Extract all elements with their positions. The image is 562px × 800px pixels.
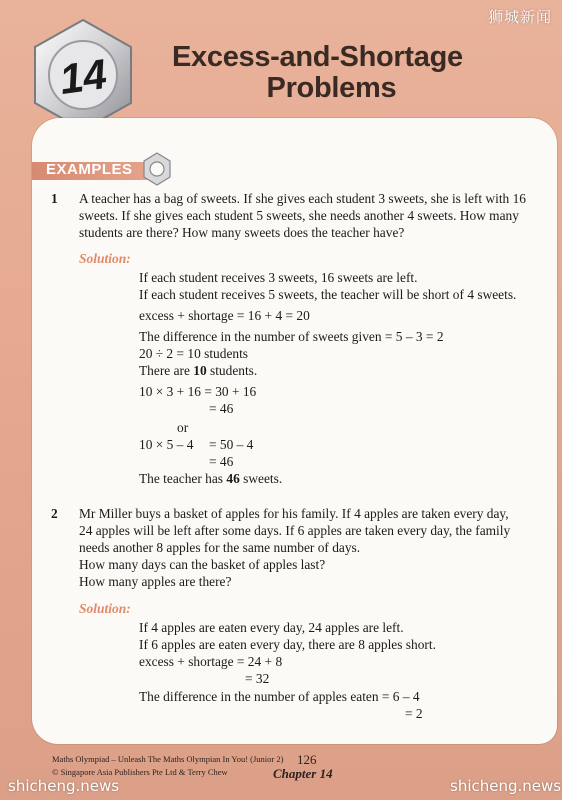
example-2-question-line: Mr Miller buys a basket of apples for his family. If 4 apples are taken every day, (79, 506, 509, 521)
watermark-bottom-left: shicheng.news (8, 777, 120, 795)
solution-line: = 46 (209, 454, 234, 469)
solution-line: = 46 (209, 401, 234, 416)
solution-line: excess + shortage = 24 + 8 (139, 654, 283, 669)
solution-text: The teacher has (139, 471, 227, 486)
example-1-question-line: students are there? How many sweets does the teacher have? (79, 225, 405, 240)
example-2-question-line: How many days can the basket of apples last? (79, 557, 326, 572)
solution-line: If 6 apples are eaten every day, there are 8 apples short. (139, 637, 436, 652)
solution-line: If each student receives 3 sweets, 16 sweets are left. (139, 270, 418, 285)
example-1-number: 1 (51, 191, 58, 206)
answer-value: 10 (193, 363, 207, 378)
example-2-question-line: needs another 8 apples for the same number of days. (79, 540, 361, 555)
example-2-solution-label: Solution: (79, 601, 131, 616)
example-2-question-line: How many apples are there? (79, 574, 232, 589)
solution-line: = 2 (405, 706, 423, 721)
solution-line (139, 362, 257, 379)
example-1-solution-label: Solution: (79, 251, 131, 266)
solution-line: The difference in the number of sweets given = 5 – 3 = 2 (139, 329, 444, 344)
solution-text: students. (206, 363, 258, 378)
solution-line: or (177, 420, 189, 435)
solution-line: 10 × 3 + 16 = 30 + 16 (139, 384, 257, 399)
chapter-label: Chapter 14 (273, 766, 333, 781)
chapter-title (172, 42, 463, 104)
example-2-number: 2 (51, 506, 58, 521)
examples-label: EXAMPLES (46, 161, 133, 178)
solution-line: = 50 – 4 (209, 437, 254, 452)
answer-value: 46 (226, 471, 240, 486)
solution-line: = 32 (245, 671, 270, 686)
solution-line: If 4 apples are eaten every day, 24 apples are left. (139, 620, 404, 635)
nut-icon (142, 152, 172, 186)
solution-line: 10 × 5 – 4 (139, 437, 194, 452)
footer-book-title: Maths Olympiad – Unleash The Maths Olympian In You! (Junior 2) (52, 754, 284, 764)
solution-line: If each student receives 5 sweets, the teacher will be short of 4 sweets. (139, 287, 517, 302)
example-2-question-line: 24 apples will be left after some days. If 6 apples are taken every day, the family (79, 523, 511, 538)
watermark-top: 狮城新闻 (487, 8, 552, 26)
example-1-question-line: sweets. If she gives each student 5 sweets, she needs another 4 sweets. How many (79, 208, 519, 223)
solution-line: 20 ÷ 2 = 10 students (139, 346, 249, 361)
solution-line: The difference in the number of apples eaten = 6 – 4 (139, 689, 420, 704)
solution-text: There are (139, 363, 194, 378)
page-number: 126 (297, 752, 317, 767)
title-line-2: Problems (266, 72, 397, 104)
example-1-question-line: A teacher has a bag of sweets. If she gives each student 3 sweets, she is left with 16 (79, 191, 526, 206)
chapter-badge (24, 16, 142, 134)
solution-line: excess + shortage = 16 + 4 = 20 (139, 308, 310, 323)
solution-text: sweets. (239, 471, 283, 486)
watermark-bottom-right: shicheng.news (450, 777, 562, 795)
chapter-number: 14 (56, 49, 110, 104)
title-line-1: Excess-and-Shortage (172, 41, 463, 73)
footer-copyright: © Singapore Asia Publishers Pte Ltd & Terry Chew (52, 767, 228, 777)
solution-line (139, 470, 282, 487)
